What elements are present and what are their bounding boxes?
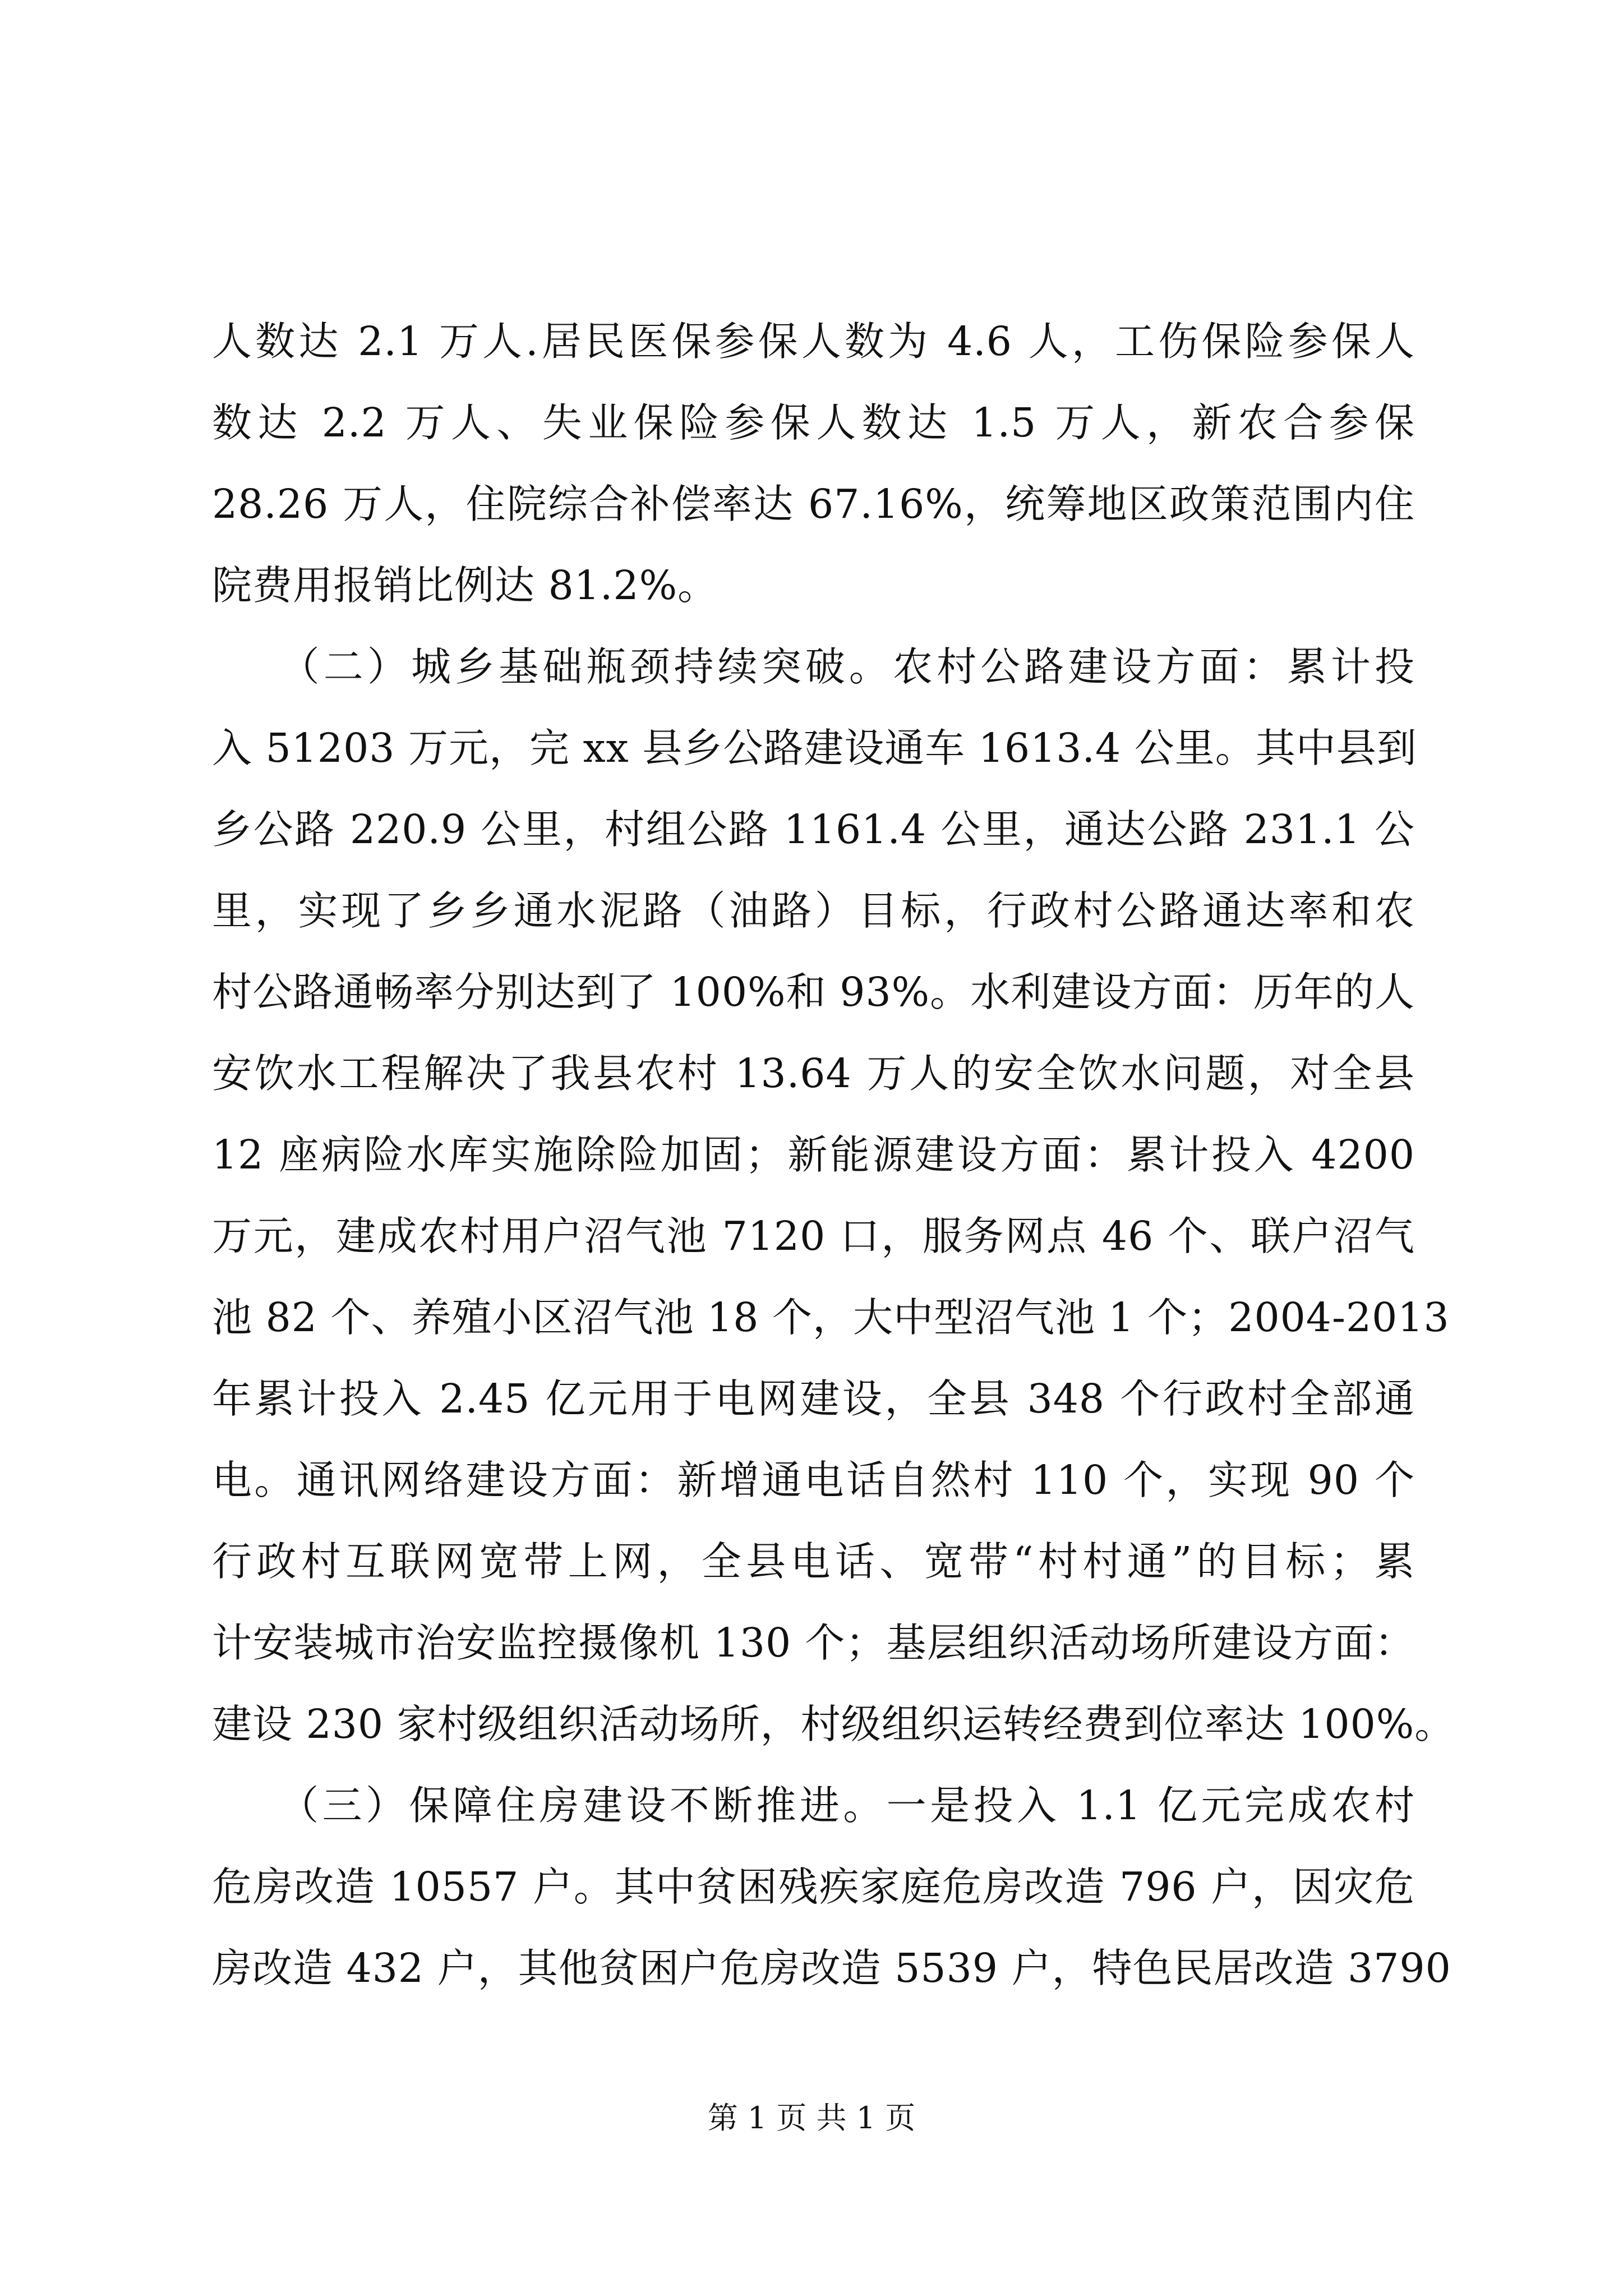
page-footer: 第 1 页 共 1 页 [707, 2100, 916, 2136]
body-text [212, 301, 1455, 2009]
text-line: 28.26 万人，住院综合补偿率达 67.16%，统筹地区政策范围内住 [212, 481, 1415, 527]
text-line: 人数达 2.1 万人.居民医保参保人数为 4.6 人，工伤保险参保人 [212, 318, 1415, 365]
text-line: 数达 2.2 万人、失业保险参保人数达 1.5 万人，新农合参保 [212, 399, 1415, 446]
text-line: 危房改造 10557 户。其中贫困残疾家庭危房改造 796 户，因灾危 [212, 1864, 1415, 1910]
text-line: 建设 230 家村级组织活动场所，村级组织运转经费到位率达 100%。 [212, 1701, 1455, 1747]
text-line: 安饮水工程解决了我县农村 13.64 万人的安全饮水问题，对全县 [212, 1050, 1415, 1097]
text-line: 行政村互联网宽带上网，全县电话、宽带“村村通”的目标；累 [212, 1538, 1415, 1585]
text-line: 入 51203 万元，完 xx 县乡公路建设通车 1613.4 公里。其中县到 [212, 725, 1417, 771]
text-line: 房改造 432 户，其他贫困户危房改造 5539 户，特色民居改造 3790 [212, 1945, 1451, 1991]
text-line: 村公路通畅率分别达到了 100%和 93%。水利建设方面：历年的人 [212, 969, 1415, 1015]
text-line: 年累计投入 2.45 亿元用于电网建设，全县 348 个行政村全部通 [212, 1375, 1415, 1422]
text-line: 12 座病险水库实施除险加固；新能源建设方面：累计投入 4200 [212, 1131, 1415, 1178]
text-line: 院费用报销比例达 81.2%。 [212, 562, 718, 609]
text-line: 里，实现了乡乡通水泥路（油路）目标，行政村公路通达率和农 [212, 887, 1415, 934]
text-line: 池 82 个、养殖小区沼气池 18 个，大中型沼气池 1 个；2004-2013 [212, 1294, 1450, 1341]
text-line: 计安装城市治安监控摄像机 130 个；基层组织活动场所建设方面： [212, 1619, 1415, 1666]
text-line: （二）城乡基础瓶颈持续突破。农村公路建设方面：累计投 [212, 643, 1415, 690]
text-line: 乡公路 220.9 公里，村组公路 1161.4 公里，通达公路 231.1 公 [212, 806, 1415, 853]
text-line: 电。通讯网络建设方面：新增通电话自然村 110 个，实现 90 个 [212, 1457, 1415, 1503]
text-line: 万元，建成农村用户沼气池 7120 口，服务网点 46 个、联户沼气 [212, 1213, 1415, 1259]
text-line: （三）保障住房建设不断推进。一是投入 1.1 亿元完成农村 [212, 1782, 1415, 1829]
